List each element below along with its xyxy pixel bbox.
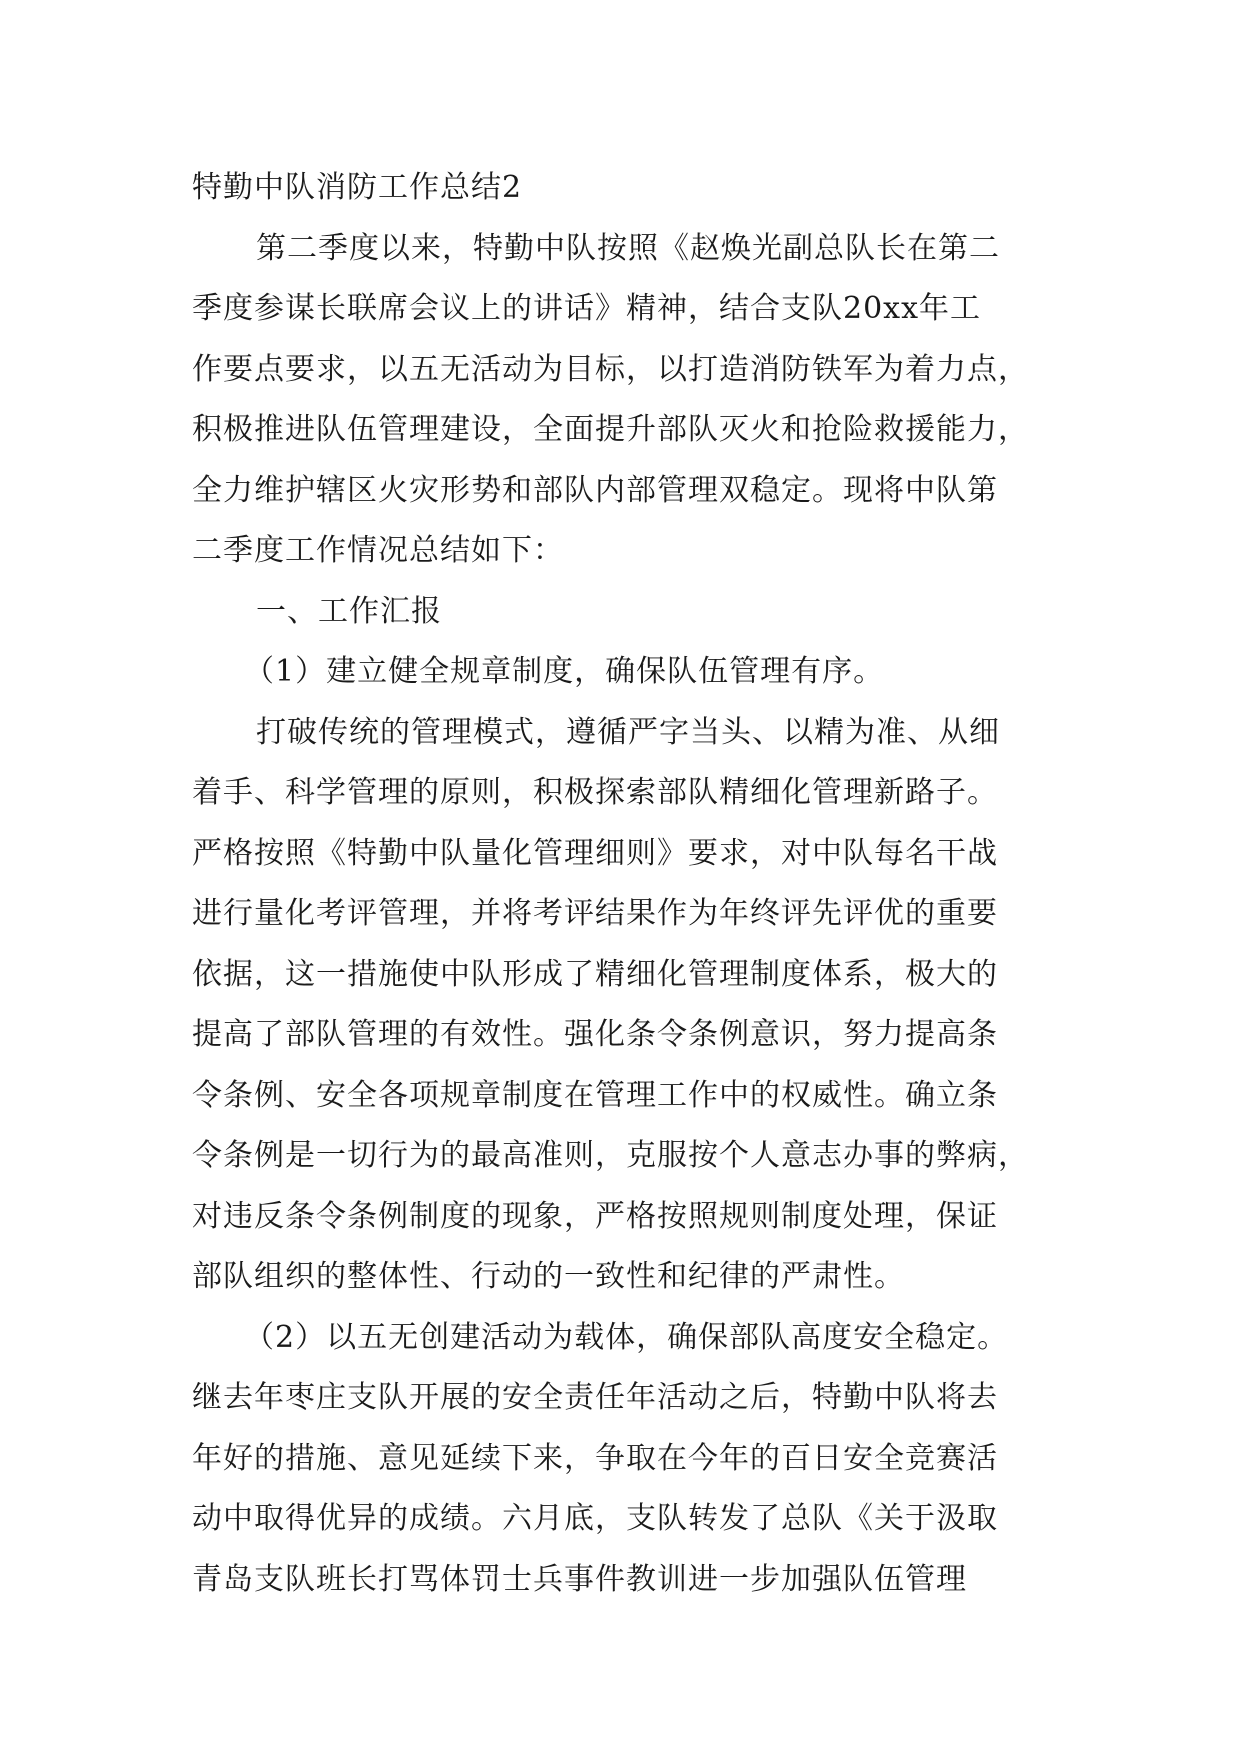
paragraph-line: 部队组织的整体性、行动的一致性和纪律的严肃性。 [192, 1259, 905, 1294]
subsection-heading: （1）建立健全规章制度，确保队伍管理有序。 [244, 654, 885, 689]
paragraph-line: 第二季度以来，特勤中队按照《赵焕光副总队长在第二 [256, 230, 1000, 266]
paragraph-line: 严格按照《特勤中队量化管理细则》要求，对中队每名干战 [192, 835, 998, 871]
paragraph-line: 全力维护辖区火灾形势和部队内部管理双稳定。现将中队第 [192, 472, 998, 508]
paragraph-line: 依据，这一措施使中队形成了精细化管理制度体系，极大的 [192, 956, 998, 992]
subsection-heading: （2）以五无创建活动为载体，确保部队高度安全稳定。 [244, 1319, 1009, 1355]
paragraph-line: 着手、科学管理的原则，积极探索部队精细化管理新路子。 [192, 775, 998, 810]
paragraph-line: 季度参谋长联席会议上的讲话》精神，结合支队20xx年工 [192, 291, 982, 326]
paragraph-line: 打破传统的管理模式，遵循严字当头、以精为准、从细 [256, 714, 1000, 750]
paragraph-line: 二季度工作情况总结如下： [192, 533, 564, 568]
paragraph-line: 作要点要求，以五无活动为目标，以打造消防铁军为着力点， [192, 351, 1029, 387]
paragraph-line: 进行量化考评管理，并将考评结果作为年终评先评优的重要 [192, 896, 998, 931]
paragraph-line: 提高了部队管理的有效性。强化条令条例意识，努力提高条 [192, 1017, 998, 1052]
document-body [192, 158, 1072, 1610]
paragraph-line: 对违反条令条例制度的现象，严格按照规则制度处理，保证 [192, 1198, 998, 1234]
paragraph-line: 积极推进队伍管理建设，全面提升部队灭火和抢险救援能力， [192, 412, 1029, 447]
section-heading: 一、工作汇报 [256, 593, 442, 629]
paragraph-line: 青岛支队班长打骂体罚士兵事件教训进一步加强队伍管理 [192, 1561, 967, 1597]
document-title: 特勤中队消防工作总结2 [192, 170, 523, 205]
paragraph-line: 继去年枣庄支队开展的安全责任年活动之后，特勤中队将去 [192, 1380, 998, 1415]
paragraph-line: 动中取得优异的成绩。六月底，支队转发了总队《关于汲取 [192, 1501, 998, 1536]
paragraph-line: 年好的措施、意见延续下来，争取在今年的百日安全竞赛活 [192, 1440, 998, 1476]
paragraph-line: 令条例、安全各项规章制度在管理工作中的权威性。确立条 [192, 1077, 998, 1113]
paragraph-line: 令条例是一切行为的最高准则，克服按个人意志办事的弊病， [192, 1138, 1029, 1173]
